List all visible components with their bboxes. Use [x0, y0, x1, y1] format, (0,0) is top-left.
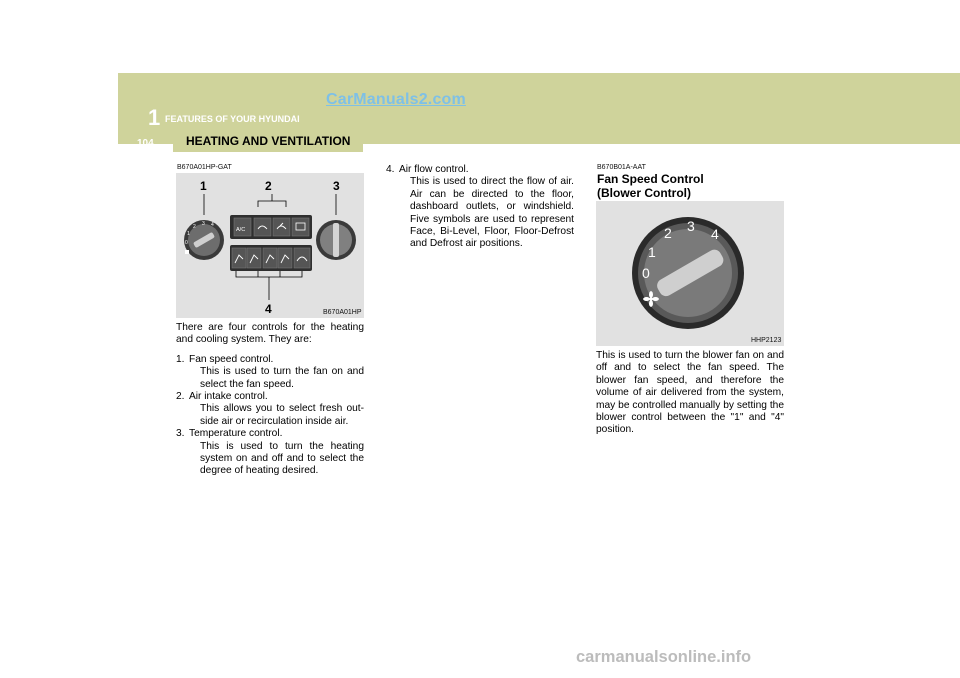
list-item-1: [176, 354, 364, 391]
list-text-3: This is used to turn the heating system on and off and to select the degree of heating desired.: [200, 440, 364, 477]
right-section-code: B670B01A-AAT: [597, 164, 646, 171]
right-figure-code: HHP2123: [751, 337, 782, 344]
ac-button-label: A/C: [236, 227, 246, 233]
blower-mark-3: 3: [687, 218, 695, 234]
callout-3: 3: [333, 179, 340, 193]
bi-level-mode-button: [247, 248, 261, 268]
left-section-code: B670A01HP-GAT: [177, 164, 232, 171]
left-column-text: [176, 322, 364, 478]
fan-speed-heading-line1: Fan Speed Control: [597, 172, 704, 186]
list-title-2: Air intake control.: [189, 391, 268, 403]
blower-mark-0: 0: [642, 265, 650, 281]
list-item-4: [386, 164, 574, 251]
middle-column-text: [386, 164, 574, 251]
section-title: HEATING AND VENTILATION: [186, 134, 351, 148]
fan-mark-3: 3: [202, 221, 205, 227]
list-item-3: [176, 428, 364, 478]
list-num-3: 3.: [176, 428, 185, 440]
face-mode-button: [232, 248, 246, 268]
fan-mark-4: 4: [211, 222, 214, 228]
list-title-3: Temperature control.: [189, 428, 283, 440]
list-num-4: 4.: [386, 164, 395, 175]
callout-1: 1: [200, 179, 207, 193]
control-panel-illustration: [176, 173, 364, 318]
left-figure-code: B670A01HP: [323, 309, 362, 316]
chapter-title: FEATURES OF YOUR HYUNDAI: [165, 114, 300, 124]
defrost-mode-button: [294, 248, 310, 268]
fresh-air-button: [273, 218, 290, 236]
fan-mark-0: 0: [185, 240, 188, 246]
fan-speed-heading: [597, 172, 704, 200]
blower-mark-1: 1: [648, 244, 656, 260]
blower-mark-2: 2: [664, 225, 672, 241]
control-panel-figure: [176, 173, 364, 318]
callout-4: 4: [265, 302, 272, 316]
chapter-number: 1: [148, 105, 161, 130]
carmanualsonline-watermark: carmanualsonline.info: [576, 648, 752, 666]
list-text-4: This is used to direct the flow of air. Air can be directed to the floor, dashboard outlets, or windshield. Five symbols are used to represent Face, Bi-Level, Floor, Floor-Defrost and Defrost air positions.: [410, 176, 574, 250]
fan-speed-knob: [184, 220, 224, 260]
temperature-knob: [316, 220, 356, 260]
fan-mark-1: 1: [187, 231, 190, 237]
list-title-4: Air flow control.: [399, 164, 469, 175]
rear-defrost-button: [292, 218, 309, 236]
list-num-1: 1.: [176, 353, 185, 365]
blower-knob-illustration: [596, 201, 784, 346]
fan-speed-heading-line2: (Blower Control): [597, 186, 691, 200]
blower-mark-4: 4: [711, 226, 719, 242]
intro-paragraph: There are four controls for the heating and cooling system. They are:: [176, 322, 364, 346]
list-item-2: [176, 391, 364, 428]
blower-knob-figure: [596, 201, 784, 346]
list-title-1: Fan speed control.: [189, 353, 274, 365]
list-text-2: This allows you to select fresh out-side air or recirculation inside air.: [200, 403, 364, 427]
carmanuals-watermark-link[interactable]: CarManuals2.com: [326, 91, 466, 108]
list-text-1: This is used to turn the fan on and select the fan speed.: [200, 366, 364, 390]
blower-description: This is used to turn the blower fan on and off and to select the fan speed. The blower fan speed, and therefore the volume of air delivered from the system, may be controlled manually by setting the blower control between the "1" and "4" position.: [596, 350, 784, 436]
floor-defrost-mode-button: [278, 248, 292, 268]
recirculation-button: [254, 218, 271, 236]
callout-2: 2: [265, 179, 272, 193]
list-num-2: 2.: [176, 391, 185, 403]
page-number: 104: [137, 138, 154, 149]
floor-mode-button: [263, 248, 277, 268]
fan-mark-2: 2: [193, 224, 196, 230]
